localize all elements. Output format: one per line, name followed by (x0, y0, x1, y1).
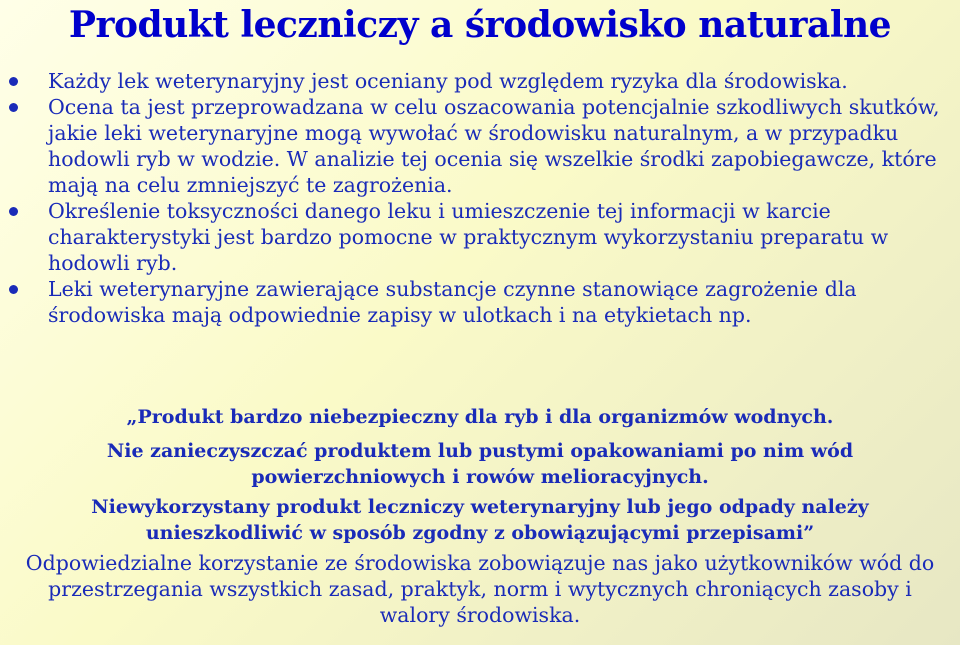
bullet-text: Każdy lek weterynaryjny jest oceniany pod względem ryzyka dla środowiska. (48, 69, 848, 93)
bullet-dot-icon (9, 103, 18, 112)
bullet-dot-icon (9, 285, 18, 294)
bullet-list (0, 68, 960, 328)
bullet-item (0, 198, 960, 276)
quote-line-no-pollution: Nie zanieczyszczać produktem lub pustymi opakowaniami po nim wód powierzchniowych i rowów melioracyjnych. (106, 440, 854, 488)
bullet-dot-icon (9, 207, 18, 216)
bullet-text: Określenie toksyczności danego leku i umieszczenie tej informacji w karcie charakterystyki jest bardzo pomocne w praktycznym wykorzystaniu preparatu w hodowli ryb. (48, 199, 889, 275)
quote-line-product-danger: „Produkt bardzo niebezpieczny dla ryb i dla organizmów wodnych. (126, 406, 834, 428)
bullet-dot-icon (9, 77, 18, 86)
bullet-item (0, 276, 960, 328)
closing-paragraph: Odpowiedzialne korzystanie ze środowiska zobowiązuje nas jako użytkowników wód do przestrzegania wszystkich zasad, praktyk, norm i wytycznych chroniących zasoby i walory środowiska. (25, 551, 935, 627)
bullet-text: Leki weterynaryjne zawierające substancje czynne stanowiące zagrożenie dla środowiska mają odpowiednie zapisy w ulotkach i na etykietach np. (48, 277, 857, 327)
bullet-item (0, 94, 960, 198)
quote-line-disposal: Niewykorzystany produkt leczniczy weterynaryjny lub jego odpady należy unieszkodliwić w sposób zgodny z obowiązującymi przepisami” (91, 496, 869, 544)
bullet-text: Ocena ta jest przeprowadzana w celu oszacowania potencjalnie szkodliwych skutków, jakie leki weterynaryjne mogą wywołać w środowisku naturalnym, a w przypadku hodowli ryb w wodzie. W analizie tej ocenia się wszelkie środki zapobiegawcze, które mają na celu zmniejszyć te zagrożenia. (48, 95, 940, 197)
bullet-item (0, 68, 960, 94)
slide-title: Produkt leczniczy a środowisko naturalne (68, 4, 892, 46)
